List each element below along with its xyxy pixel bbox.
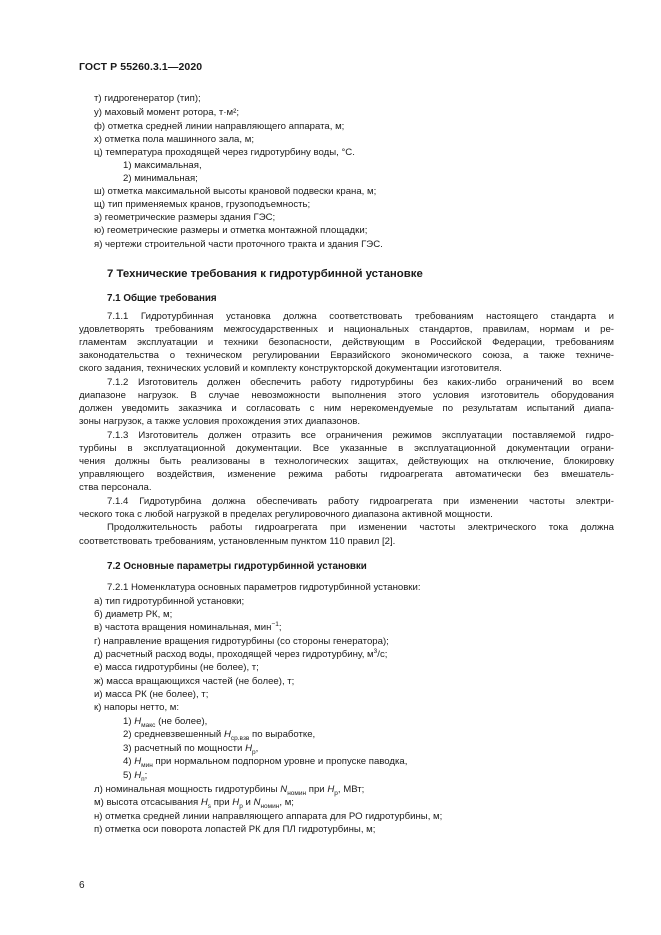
paragraph-line: гламентам эксплуатации и техники безопасности, действующим в Российской Федерации, требованиям (79, 337, 614, 348)
list-item: у) маховый момент ротора, т·м²; (94, 107, 239, 118)
paragraph-line: турбины в эксплуатационной документации. Все указанные в эксплуатационной документации ограни- (79, 443, 614, 454)
list-item: 1) $H_{макс}$ (не более), (123, 716, 208, 729)
list-item: ж) масса вращающихся частей (не более), т; (94, 676, 295, 687)
list-item: в) частота вращения номинальная, мин$^{-1}$; (94, 620, 282, 633)
list-item: 3) расчетный по мощности $H_р$, (123, 743, 259, 756)
page-number: 6 (79, 880, 85, 891)
list-item: ц) температура проходящей через гидротурбину воды, °С. (94, 147, 355, 158)
paragraph-line: диапазоне нагрузок. В случае невозможности выполнения этого условия изготовитель оборудования (79, 390, 614, 401)
paragraph-line: 7.1.2 Изготовитель должен обеспечить работу гидротурбины без каких-либо ограничений во всем (107, 377, 614, 388)
list-item: х) отметка пола машинного зала, м; (94, 134, 254, 145)
list-item: п) отметка оси поворота лопастей РК для ПЛ гидротурбины, м; (94, 824, 376, 835)
list-item: а) тип гидротурбинной установки; (94, 596, 245, 607)
list-item: я) чертежи строительной части проточного тракта и здания ГЭС. (94, 239, 383, 250)
list-item: г) направление вращения гидротурбины (со стороны генератора); (94, 636, 389, 647)
paragraph-line: ческого тока с любой нагрузкой в пределах регулировочного диапазона активной мощности. (79, 509, 493, 520)
paragraph-line: 7.1.1 Гидротурбинная установка должна соответствовать требованиям настоящего стандарта и (107, 311, 614, 322)
paragraph-line: 7.1.4 Гидротурбина должна обеспечивать работу гидроагрегата при изменении частоты электри- (107, 496, 614, 507)
subsection-heading: 7.2 Основные параметры гидротурбинной установки (107, 561, 367, 572)
list-item: 1) максимальная, (123, 160, 202, 171)
list-item: д) расчетный расход воды, проходящей через гидротурбину, $м^3/с$; (94, 647, 388, 660)
list-item: щ) тип применяемых кранов, грузоподъемность; (94, 199, 311, 210)
list-item: 4) $H_{мин}$ при нормальном подпорном уровне и пропуске паводка, (123, 756, 408, 769)
list-item: 2) минимальная; (123, 173, 198, 184)
list-item: ш) отметка максимальной высоты крановой подвески крана, м; (94, 186, 377, 197)
paragraph-line: зоны нагрузок, а также условия прохождения этих диапазонов. (79, 416, 361, 427)
paragraph-line: должен уведомить заказчика и согласовать с ним нерекомендуемые по результатам испытаний диапа- (79, 403, 614, 414)
list-item: т) гидрогенератор (тип); (94, 93, 201, 104)
list-item: л) номинальная мощность гидротурбины $N_{номин}$ при $H_р$, МВт; (94, 784, 365, 797)
list-item: 2) средневзвешенный $H_{ср.взв}$ по выработке, (123, 729, 316, 742)
section-heading: 7 Технические требования к гидротурбинной установке (107, 268, 423, 280)
paragraph-line: 7.2.1 Номенклатура основных параметров гидротурбинной установки: (107, 582, 421, 593)
subsection-heading: 7.1 Общие требования (107, 293, 217, 304)
paragraph-line: удовлетворять требованиям межгосударственных и национальных стандартов, правилам, нормам и ре- (79, 324, 614, 335)
document-header: ГОСТ Р 55260.3.1—2020 (79, 61, 203, 73)
list-item: 5) $H_п$; (123, 770, 148, 783)
list-item: э) геометрические размеры здания ГЭС; (94, 212, 276, 223)
list-item: е) масса гидротурбины (не более), т; (94, 662, 259, 673)
list-item: ю) геометрические размеры и отметка монтажной площадки; (94, 225, 368, 236)
list-item: м) высота отсасывания $H_s$ при $H_р$ и $N_{номин}$, м; (94, 797, 294, 810)
paragraph-line: Продолжительность работы гидроагрегата при изменении частоты электрического тока должна (107, 522, 614, 533)
paragraph-line: законодательства о техническом регулировании Евразийского экономического союза, а также техниче- (79, 350, 614, 361)
list-item: к) напоры нетто, м: (94, 702, 180, 713)
paragraph-line: ского задания, технических условий и комплекту конструкторской документации изготовителя. (79, 363, 502, 374)
list-item: н) отметка средней линии направляющего аппарата для РО гидротурбины, м; (94, 811, 443, 822)
paragraph-line: чения должны быть реализованы в технологических защитах, действующих на отключение, блокировку (79, 456, 614, 467)
paragraph-line: ства персонала. (79, 482, 152, 493)
list-item: и) масса РК (не более), т; (94, 689, 209, 700)
paragraph-line: управляющего воздействия, изменение режима работы гидроагрегата автоматически без вмешатель- (79, 469, 614, 480)
list-item: ф) отметка средней линии направляющего аппарата, м; (94, 121, 345, 132)
paragraph-line: соответствовать требованиям, установленным пунктом 110 правил [2]. (79, 536, 396, 547)
paragraph-line: 7.1.3 Изготовитель должен отразить все ограничения режимов эксплуатации поставляемой гидро- (107, 430, 614, 441)
list-item: б) диаметр РК, м; (94, 609, 173, 620)
